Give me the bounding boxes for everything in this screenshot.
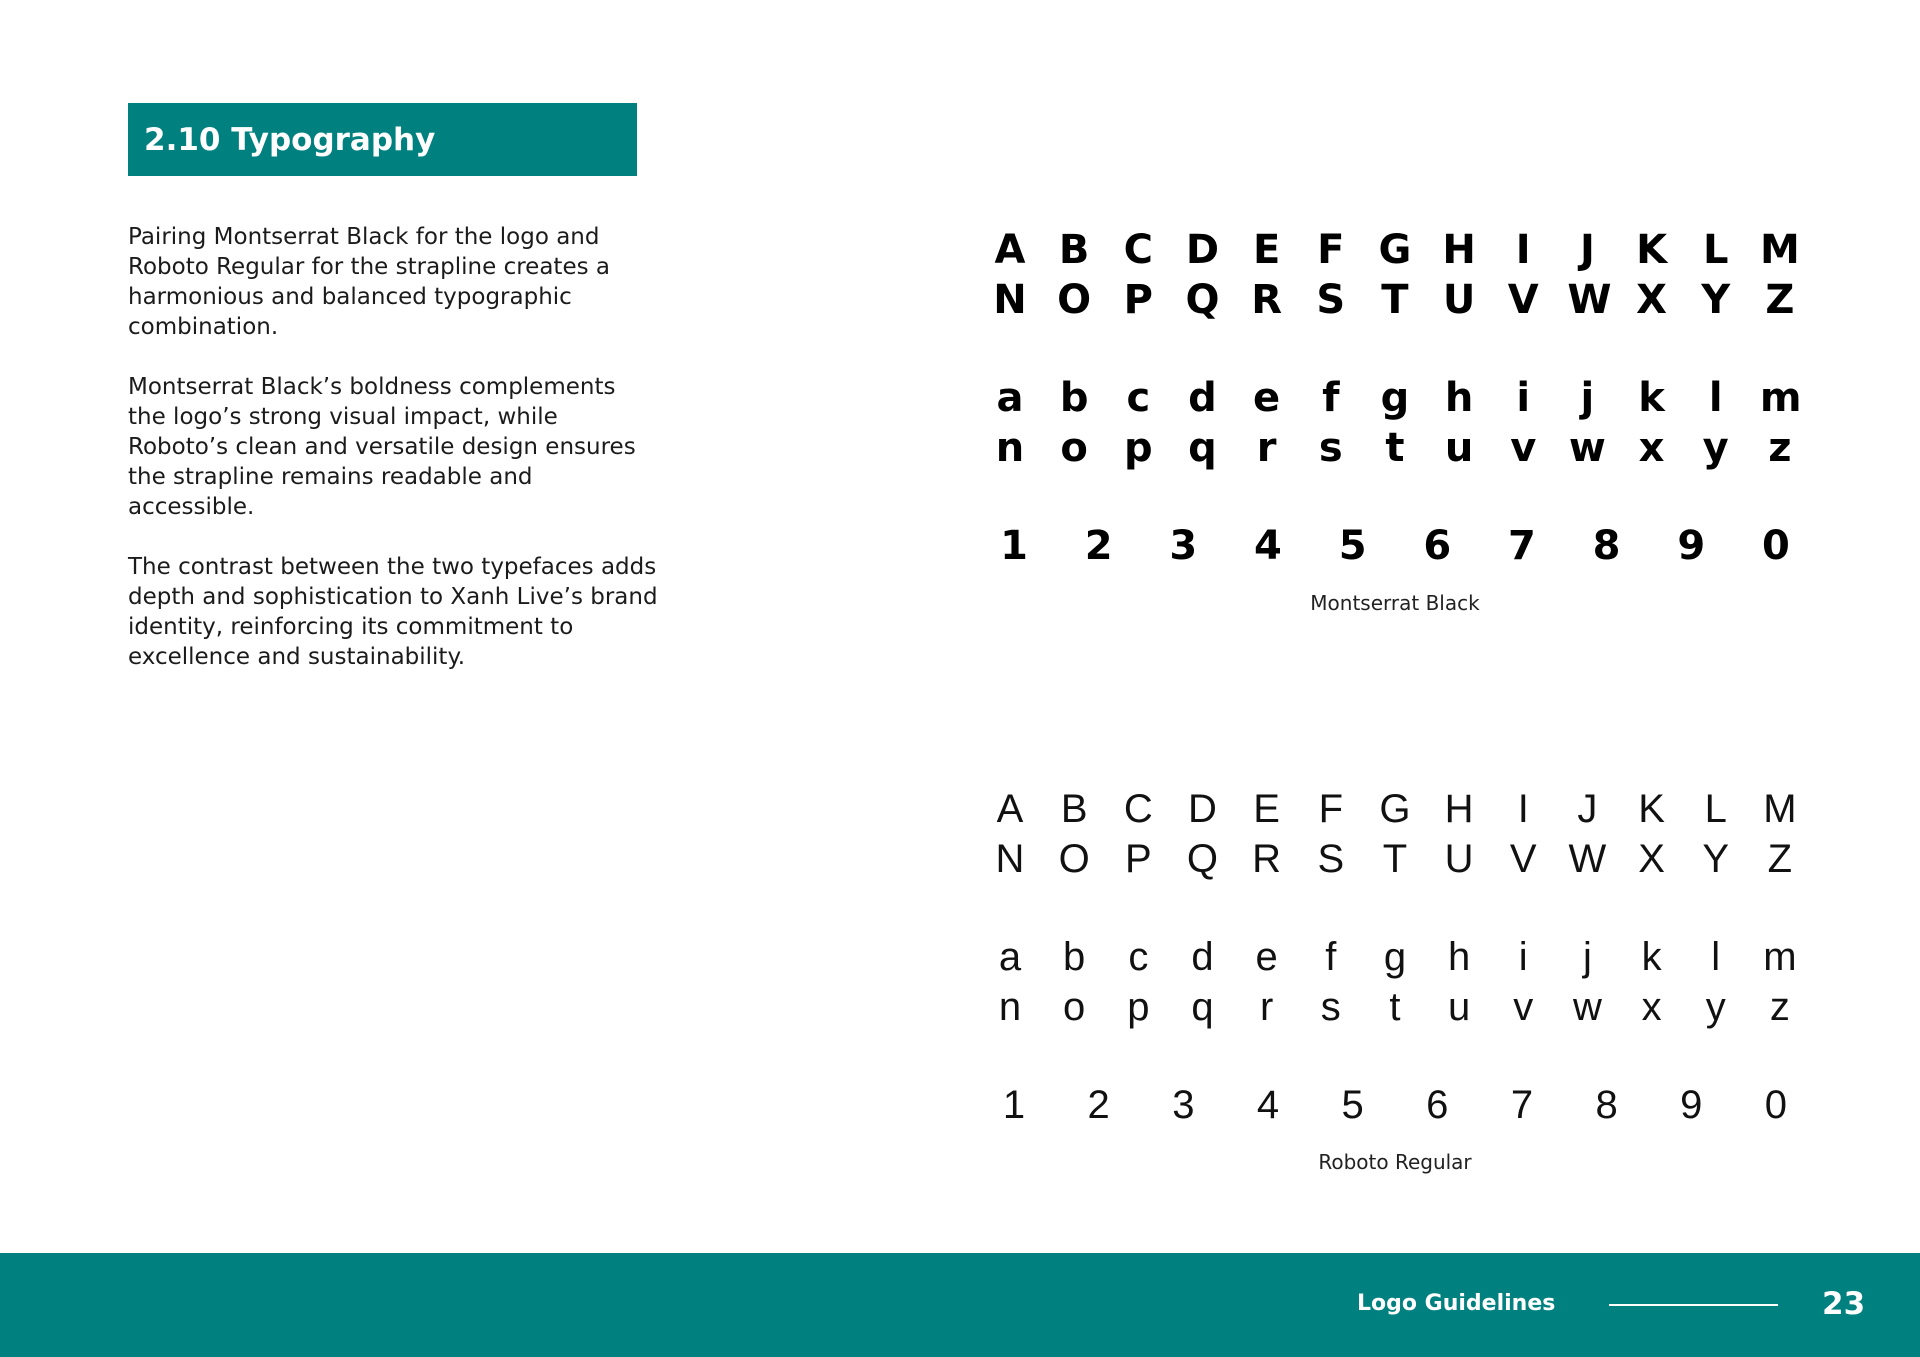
glyph: 1 [1002, 1082, 1026, 1127]
glyph: x [1641, 984, 1662, 1029]
glyph: 8 [1592, 523, 1621, 569]
glyph: Y [1701, 277, 1731, 323]
glyph: 2 [1084, 523, 1113, 569]
glyph: 7 [1510, 1082, 1534, 1127]
glyph: c [1126, 375, 1151, 421]
glyph: x [1638, 425, 1665, 471]
glyph: P [1123, 277, 1153, 323]
glyph: z [1769, 984, 1790, 1029]
glyph: V [1509, 836, 1537, 881]
glyph: F [1317, 227, 1345, 273]
glyph: u [1444, 425, 1474, 471]
glyph: S [1317, 836, 1345, 881]
glyph: 8 [1595, 1082, 1618, 1127]
glyph: A [994, 227, 1026, 273]
body-text [128, 222, 658, 702]
glyph: H [1442, 227, 1476, 273]
glyph: N [995, 836, 1025, 881]
glyph: 5 [1338, 523, 1367, 569]
glyph: i [1518, 934, 1528, 979]
digits-row [990, 521, 1800, 571]
glyph: 9 [1677, 523, 1706, 569]
footer-label: Logo Guidelines [1357, 1291, 1556, 1316]
glyph: o [1063, 984, 1086, 1029]
glyph: q [1191, 984, 1214, 1029]
glyph: 2 [1087, 1082, 1110, 1127]
lowercase-row-2 [990, 982, 1800, 1032]
glyph: w [1572, 984, 1602, 1029]
glyph: K [1636, 227, 1668, 273]
digits-row [990, 1080, 1800, 1130]
glyph: K [1638, 786, 1665, 831]
glyph: 3 [1169, 523, 1198, 569]
glyph: q [1188, 425, 1217, 471]
glyph: l [1708, 375, 1723, 421]
glyph: I [1515, 227, 1531, 273]
glyph: w [1568, 425, 1606, 471]
glyph: X [1638, 836, 1665, 881]
glyph: r [1259, 984, 1274, 1029]
glyph: C [1123, 227, 1153, 273]
glyph: H [1444, 786, 1474, 831]
glyph: I [1517, 786, 1529, 831]
glyph: 6 [1426, 1082, 1449, 1127]
glyph: Q [1185, 277, 1220, 323]
uppercase-row-2 [990, 834, 1800, 884]
glyph: O [1057, 277, 1092, 323]
glyph: j [1582, 934, 1592, 979]
glyph: f [1325, 934, 1337, 979]
glyph: C [1123, 786, 1153, 831]
paragraph: The contrast between the two typefaces adds depth and sophistication to Xanh Live’s brand identity, reinforcing its commitment to excellence and sustainability. [128, 554, 658, 670]
glyph: 3 [1172, 1082, 1195, 1127]
glyph: S [1316, 277, 1346, 323]
glyph: b [1059, 375, 1089, 421]
glyph: f [1322, 375, 1340, 421]
glyph: m [1759, 375, 1802, 421]
glyph: h [1444, 375, 1474, 421]
glyph: y [1702, 425, 1729, 471]
glyph: R [1252, 836, 1282, 881]
lowercase-row-1 [990, 932, 1800, 982]
glyph: L [1702, 227, 1729, 273]
glyph: z [1768, 425, 1792, 471]
glyph: G [1378, 227, 1412, 273]
glyph: V [1507, 277, 1539, 323]
uppercase-row-1 [990, 225, 1800, 275]
glyph: B [1058, 227, 1090, 273]
specimen-caption: Roboto Regular [1318, 1150, 1472, 1174]
glyph: Z [1765, 277, 1795, 323]
glyph: t [1389, 984, 1401, 1029]
uppercase-row-1 [990, 784, 1800, 834]
glyph: D [1188, 786, 1217, 831]
glyph: 4 [1256, 1082, 1280, 1127]
glyph: U [1442, 277, 1476, 323]
glyph: y [1705, 984, 1726, 1029]
glyph: v [1510, 425, 1537, 471]
glyph: T [1382, 836, 1408, 881]
glyph: W [1567, 277, 1612, 323]
glyph: n [998, 984, 1022, 1029]
glyph: J [1579, 227, 1595, 273]
glyph: N [993, 277, 1027, 323]
glyph: R [1251, 277, 1283, 323]
glyph: A [996, 786, 1024, 831]
glyph: c [1128, 934, 1149, 979]
glyph: E [1253, 786, 1280, 831]
glyph: 5 [1341, 1082, 1364, 1127]
glyph: d [1191, 934, 1214, 979]
page-number: 23 [1822, 1286, 1866, 1322]
glyph: M [1763, 786, 1797, 831]
glyph: t [1385, 425, 1405, 471]
paragraph: Pairing Montserrat Black for the logo and Roboto Regular for the strapline creates a harmonious and balanced typographic combination. [128, 224, 610, 340]
glyph: b [1063, 934, 1086, 979]
glyph: E [1252, 227, 1281, 273]
paragraph: Montserrat Black’s boldness complements the logo’s strong visual impact, while Roboto’s clean and versatile design ensures the strapline remains readable and accessible. [128, 374, 636, 520]
glyph: p [1127, 984, 1150, 1029]
glyph: r [1256, 425, 1277, 471]
glyph: p [1123, 425, 1153, 471]
glyph: Q [1186, 836, 1219, 881]
glyph: v [1513, 984, 1534, 1029]
glyph: 9 [1680, 1082, 1703, 1127]
footer-divider [1609, 1304, 1778, 1306]
glyph: 4 [1254, 523, 1282, 569]
glyph: a [998, 934, 1022, 979]
glyph: g [1383, 934, 1407, 979]
glyph: e [1255, 934, 1278, 979]
glyph: d [1188, 375, 1217, 421]
glyph: l [1711, 934, 1721, 979]
glyph: o [1060, 425, 1088, 471]
glyph: P [1124, 836, 1152, 881]
glyph: m [1763, 934, 1797, 979]
glyph: J [1577, 786, 1598, 831]
glyph: i [1516, 375, 1531, 421]
lowercase-row-1 [990, 373, 1800, 423]
lowercase-row-2 [990, 423, 1800, 473]
glyph: W [1568, 836, 1607, 881]
glyph: G [1379, 786, 1411, 831]
glyph: T [1381, 277, 1409, 323]
glyph: D [1185, 227, 1220, 273]
glyph: e [1253, 375, 1281, 421]
glyph: g [1380, 375, 1410, 421]
glyph: B [1060, 786, 1088, 831]
glyph: 1 [1000, 523, 1028, 569]
uppercase-row-2 [990, 275, 1800, 325]
section-title-banner [128, 103, 637, 176]
glyph: L [1704, 786, 1727, 831]
glyph: n [995, 425, 1025, 471]
glyph: h [1447, 934, 1471, 979]
glyph: Z [1767, 836, 1793, 881]
glyph: F [1318, 786, 1343, 831]
specimen-caption: Montserrat Black [1310, 591, 1480, 615]
glyph: k [1641, 934, 1662, 979]
glyph: X [1636, 277, 1667, 323]
glyph: U [1444, 836, 1474, 881]
glyph: M [1759, 227, 1800, 273]
glyph: O [1058, 836, 1090, 881]
roboto-regular-specimen [990, 784, 1800, 1174]
glyph: 6 [1423, 523, 1452, 569]
page-title: 2.10 Typography [144, 121, 436, 158]
glyph: Y [1702, 836, 1730, 881]
glyph: u [1447, 984, 1471, 1029]
montserrat-black-specimen [990, 225, 1800, 615]
glyph: j [1580, 375, 1595, 421]
glyph: a [996, 375, 1024, 421]
glyph: s [1320, 984, 1341, 1029]
glyph: k [1638, 375, 1665, 421]
glyph: 0 [1764, 1082, 1788, 1127]
glyph: 7 [1508, 523, 1536, 569]
glyph: s [1318, 425, 1343, 471]
footer-bar [0, 1253, 1920, 1357]
glyph: 0 [1761, 523, 1790, 569]
